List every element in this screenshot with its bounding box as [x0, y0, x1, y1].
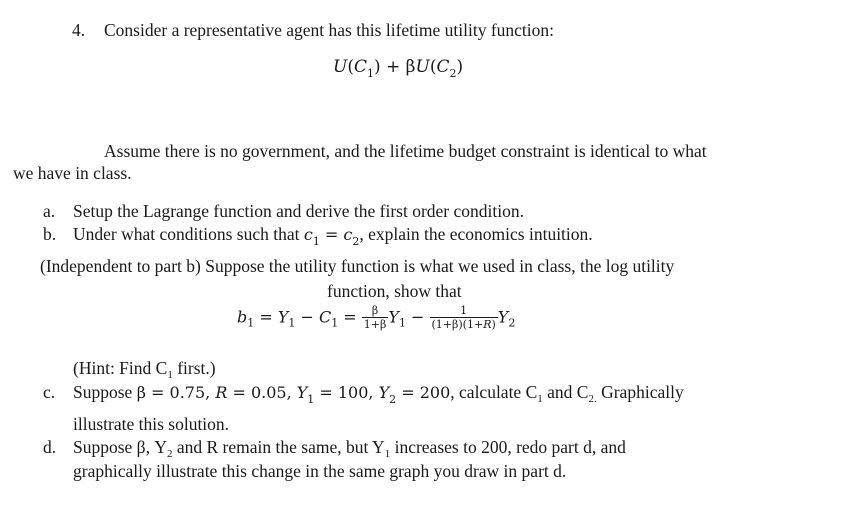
hint-text-after: first.) [172, 358, 216, 378]
part-b-condition-math: $c_1 = c_2$ [303, 225, 360, 248]
part-c-text-calc: , calculate C [450, 382, 538, 402]
part-c-line-1: Suppose β = 0.75, R = 0.05, $Y_1 = 100$, $Y_2 = 200$, calculate $C_1$ and $C_{2.}$ Graphically [73, 382, 684, 406]
question-number: 4. [72, 20, 86, 40]
part-b-text-after: , explain the economics intuition. [359, 224, 593, 244]
part-b-text-before: Under what conditions such that [73, 224, 300, 244]
part-d-line-1: Suppose β, $Y_2$ and R remain the same, but $Y_1$ increases to 200, redo part d, and [73, 437, 626, 460]
part-c-parameters-math: β = 0.75, R = 0.05, $Y_1 = 100$, $Y_2 = 200$ [136, 383, 451, 406]
hint-text-before: (Hint: Find C [73, 358, 168, 378]
independent-line-1: (Independent to part b) Suppose the utility function is what we used in class, the log utility [40, 256, 675, 276]
part-a-label: a. [43, 201, 56, 221]
fraction-beta: $\frac{\beta}{1+\beta}$ [363, 304, 387, 331]
utility-function-equation: $U(C_1) + \beta U(C_2)$ [333, 57, 464, 80]
part-b-line [73, 224, 593, 248]
hint-line: (Hint: Find $C_1$ first.) [73, 358, 216, 381]
part-c-line-2: illustrate this solution. [73, 414, 230, 434]
part-d-text-after: increases to 200, redo part d, and [390, 437, 626, 457]
part-c-label: c. [43, 382, 56, 402]
part-c-text-before: Suppose [73, 382, 133, 402]
question-prompt: Consider a representative agent has this lifetime utility function: [104, 20, 555, 40]
part-d-text-before: Suppose β, Y [73, 437, 167, 457]
part-d-label: d. [43, 437, 57, 457]
part-b-label: b. [43, 224, 57, 244]
fraction-discount: $\frac{1}{(1+\beta)(1+R)}$ [431, 304, 496, 331]
part-d-line-2: graphically illustrate this change in the same graph you draw in part d. [73, 461, 567, 481]
savings-equation: $b_1 = Y_1 - C_1$ = $\frac{\beta}{1+\beta}$ $Y_1$ − $\frac{1}{(1+\beta)(1+R)}$ $Y_2$ [237, 304, 516, 331]
assumption-line-2: we have in class. [13, 163, 132, 183]
part-d-text-mid: and R remain the same, but Y [172, 437, 385, 457]
assumption-line-1: Assume there is no government, and the lifetime budget constraint is identical to what [104, 141, 707, 161]
part-c-text-graph: Graphically [596, 382, 684, 402]
independent-line-2: function, show that [327, 281, 462, 301]
part-a-text: Setup the Lagrange function and derive the first order condition. [73, 201, 524, 221]
part-c-text-and: and C [542, 382, 589, 402]
